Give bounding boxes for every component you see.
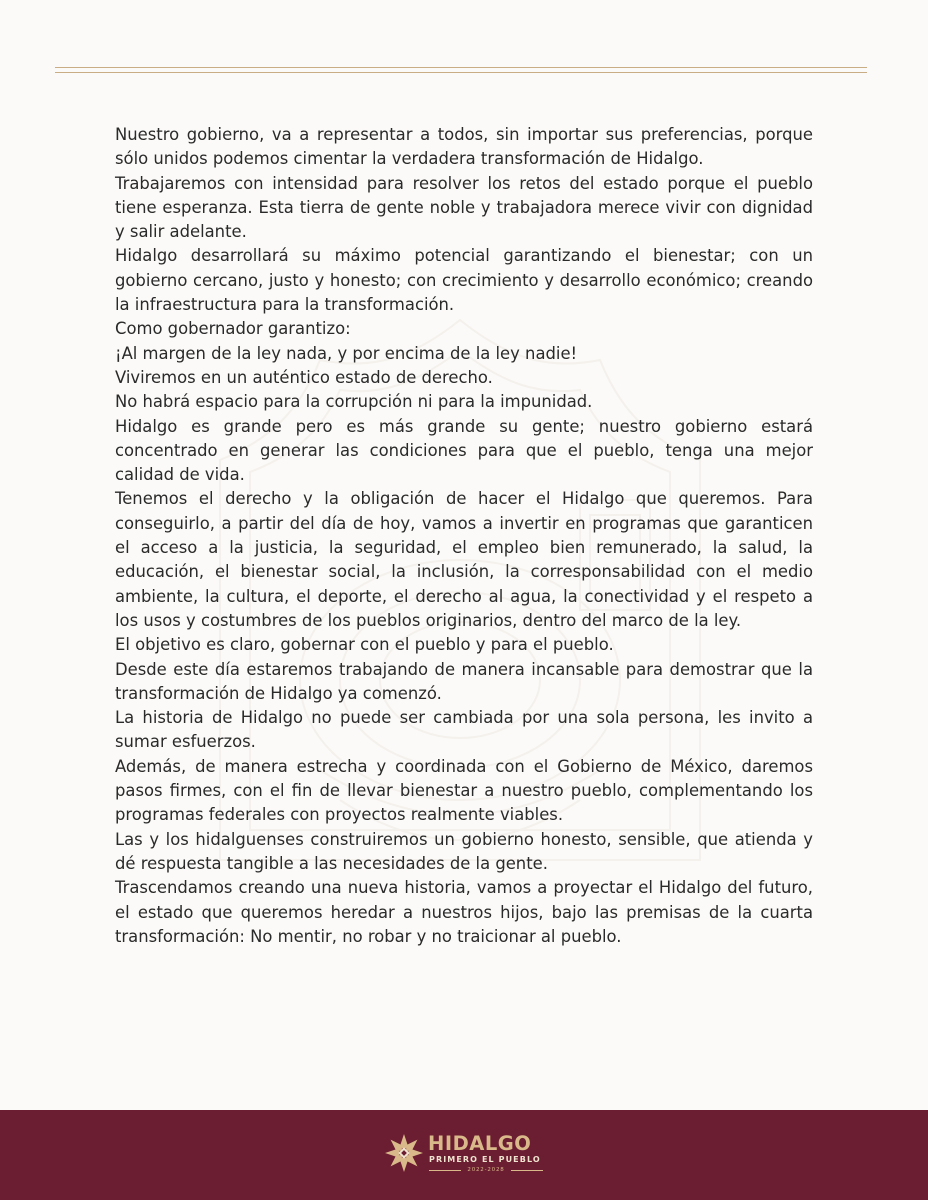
logo-years-row <box>429 1166 543 1174</box>
paragraph: La historia de Hidalgo no puede ser cambiada por una sola persona, les invito a sumar esfuerzos. <box>115 708 813 752</box>
paragraph: Viviremos en un auténtico estado de derecho. <box>115 367 493 387</box>
document-body <box>115 123 813 949</box>
paragraph: ¡Al margen de la ley nada, y por encima de la ley nadie! <box>115 343 578 363</box>
star-emblem-icon <box>384 1133 424 1173</box>
paragraph: Hidalgo es grande pero es más grande su gente; nuestro gobierno estará concentrado en generar las condiciones para que el pueblo, tenga una mejor calidad de vida. <box>115 416 813 485</box>
paragraph: Las y los hidalguenses construiremos un gobierno honesto, sensible, que atienda y dé respuesta tangible a las necesidades de la gente. <box>115 829 813 873</box>
logo-years: 2022-2028 <box>467 1167 505 1173</box>
header-rule-bottom <box>55 72 867 73</box>
paragraph: El objetivo es claro, gobernar con el pueblo y para el pueblo. <box>115 635 614 655</box>
paragraph: Además, de manera estrecha y coordinada con el Gobierno de México, daremos pasos firmes, con el fin de llevar bienestar a nuestro pueblo, complementando los programas federales con proyectos realmente viables. <box>115 756 813 825</box>
paragraph: Hidalgo desarrollará su máximo potencial garantizando el bienestar; con un gobierno cercano, justo y honesto; con crecimiento y desarrollo económico; creando la infraestructura para la transformación. <box>115 246 813 315</box>
paragraph: Desde este día estaremos trabajando de manera incansable para demostrar que la transformación de Hidalgo ya comenzó. <box>115 659 813 703</box>
paragraph: No habrá espacio para la corrupción ni para la impunidad. <box>115 392 593 412</box>
header-rule-top <box>55 67 867 68</box>
logo-title: HIDALGO <box>428 1132 532 1155</box>
paragraph: Trabajaremos con intensidad para resolver los retos del estado porque el pueblo tiene esperanza. Esta tierra de gente noble y trabajadora merece vivir con dignidad y salir adelante. <box>115 173 813 242</box>
hidalgo-logo <box>384 1133 544 1181</box>
footer-band <box>0 1110 928 1200</box>
paragraph: Tenemos el derecho y la obligación de hacer el Hidalgo que queremos. Para conseguirlo, a partir del día de hoy, vamos a invertir en programas que garanticen el acceso a la justicia, la seguridad, el empleo bien remunerado, la salud, la educación, el bienestar social, la inclusión, la corresponsabilidad con el medio ambiente, la cultura, el deporte, el derecho al agua, la conectividad y el respeto a los usos y costumbres de los pueblos originarios, dentro del marco de la ley. <box>115 489 813 630</box>
logo-subtitle: PRIMERO EL PUEBLO <box>429 1155 541 1164</box>
logo-years-divider-right <box>511 1170 543 1171</box>
paragraph: Trascendamos creando una nueva historia, vamos a proyectar el Hidalgo del futuro, el estado que queremos heredar a nuestros hijos, bajo las premisas de la cuarta transformación: No mentir, no robar y no traicionar al pueblo. <box>115 878 813 946</box>
paragraph: Nuestro gobierno, va a representar a todos, sin importar sus preferencias, porque sólo unidos podemos cimentar la verdadera transformación de Hidalgo. <box>115 125 813 169</box>
paragraph: Como gobernador garantizo: <box>115 319 351 339</box>
logo-years-divider-left <box>429 1170 461 1171</box>
